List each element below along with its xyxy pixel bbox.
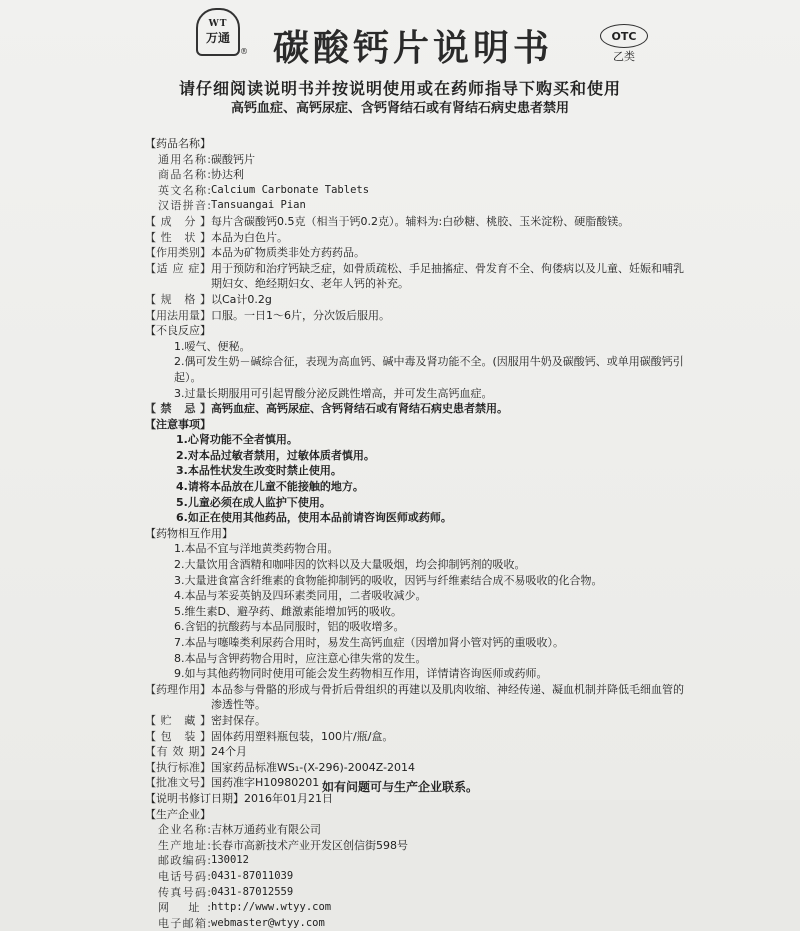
company-logo [196,8,248,56]
note-item: 2.对本品过敏者禁用，过敏体质者慎用。 [176,448,375,462]
section-label: 【说明书修订日期】 [145,791,244,805]
field-label: 电子邮箱: [158,916,211,930]
note-item: 5.儿童必须在成人监护下使用。 [176,495,331,509]
drug-name-header: 【药品名称】 [145,137,211,150]
section-value: 高钙血症、高钙尿症、含钙肾结石或有肾结石病史患者禁用。 [211,402,508,416]
postcode-row [145,853,685,869]
adverse-item: 3.过量长期服用可引起胃酸分泌反跳性增高，并可发生高钙血症。 [174,386,493,400]
field-label: 通用名称: [158,152,211,166]
field-label: 生产地址: [158,838,211,852]
field-label: 英文名称: [158,183,211,197]
note-item: 1.心肾功能不全者慎用。 [176,433,298,447]
otc-class-label: 乙类 [613,50,635,63]
section-value: 以Ca计0.2g [211,292,272,306]
address-row [145,838,685,854]
section-value: 24个月 [211,745,247,759]
field-value: Tansuangai Pian [211,199,306,212]
section-label: 【规 格】 [145,292,211,306]
email-row [145,916,685,931]
phone-row [145,869,685,885]
field-label: 邮政编码: [158,854,211,868]
composition-row [145,214,685,230]
usage-warning: 请仔细阅读说明书并按说明使用或在药师指导下购买和使用 [178,79,621,98]
contact-footer: 如有问题可与生产企业联系。 [321,780,478,794]
section-value: 每片含碳酸钙0.5克（相当于钙0.2克）。辅料为:白砂糖、桃胶、玉米淀粉、硬脂酸镁。 [211,214,630,228]
website-link[interactable]: http://www.wtyy.com [211,901,332,914]
standard-row [145,760,685,776]
field-value: Calcium Carbonate Tablets [211,183,370,196]
interaction-item: 1.本品不宜与洋地黄类药物合用。 [174,542,339,556]
note-item: 4.请将本品放在儿童不能接触的地方。 [176,480,364,494]
adverse-header: 【不良反应】 [145,324,211,338]
section-value: 国药准字H10980201 [211,776,320,790]
category-row [145,245,685,261]
website-row [145,900,685,916]
field-value: 0431-87011039 [211,869,294,882]
section-value: 本品为矿物质类非处方药药品。 [211,246,365,260]
section-value: 2016年01月21日 [244,791,333,805]
section-label: 【有 效 期】 [145,745,211,759]
section-label: 【性 状】 [145,230,211,244]
otc-badge: OTC [600,24,648,48]
company-name-row [145,822,685,838]
spec-row [145,292,685,308]
validity-row [145,744,685,760]
section-value: 本品为白色片。 [211,230,288,244]
field-label: 传真号码: [158,885,211,899]
section-label: 【禁 忌】 [145,402,211,416]
section-label: 【作用类别】 [145,246,211,260]
section-value: 本品参与骨骼的形成与骨折后骨组织的再建以及肌肉收缩、神经传递、凝血机制并降低毛细血管的渗透性等。 [211,682,684,712]
section-label: 【包 装】 [145,729,211,743]
logo-text: WT [208,18,228,29]
section-value: 口服。一日1～6片，分次饭后服用。 [211,308,390,322]
pharmacology-row [145,682,685,713]
indication-row [145,261,685,292]
interaction-item: 9.如与其他药物同时使用可能会发生药物相互作用，详情请咨询医师或药师。 [174,667,548,681]
section-label: 【批准文号】 [145,776,211,790]
section-label: 【执行标准】 [145,760,211,774]
field-value: 碳酸钙片 [211,152,255,166]
note-item: 3.本品性状发生改变时禁止使用。 [176,464,342,478]
field-label: 网 址: [158,901,211,915]
section-label: 【适 应 症】 [145,261,211,275]
fax-row [145,885,685,901]
section-value: 固体药用塑料瓶包装，100片/瓶/盒。 [211,729,394,743]
contraindication-row [145,401,685,417]
interaction-item: 3.大量进食富含纤维素的食物能抑制钙的吸收，因钙与纤维素结合成不易吸收的化合物。 [174,573,603,587]
interaction-item: 5.维生素D、避孕药、雌激素能增加钙的吸收。 [174,604,402,618]
pinyin-row [145,198,685,214]
adverse-item: 1.嗳气、便秘。 [174,339,251,353]
section-label: 【贮 藏】 [145,713,211,727]
document-title: 碳酸钙片说明书 [272,28,553,69]
section-label: 【用法用量】 [145,308,211,322]
interaction-item: 4.本品与苯妥英钠及四环素类同用，二者吸收减少。 [174,589,427,603]
dosage-row [145,308,685,324]
interaction-header: 【药物相互作用】 [145,526,233,540]
note-item: 6.如正在使用其他药品，使用本品前请咨询医师或药师。 [176,511,452,525]
section-value: 国家药品标准WS₁-(X-296)-2004Z-2014 [211,760,416,774]
storage-row [145,713,685,729]
trade-name-row [145,167,685,183]
notes-header: 【注意事项】 [145,417,211,431]
section-value: 密封保存。 [211,713,266,727]
section-label: 【药理作用】 [145,682,211,696]
field-label: 电话号码: [158,869,211,883]
package-row [145,729,685,745]
generic-name-row [145,152,685,168]
field-value: 长春市高新技术产业开发区创信街598号 [211,838,408,852]
interaction-item: 6.含铝的抗酸药与本品同服时，铝的吸收增多。 [174,620,405,634]
field-value: 吉林万通药业有限公司 [211,823,321,837]
field-label: 商品名称: [158,168,211,182]
section-value: 用于预防和治疗钙缺乏症，如骨质疏松、手足抽搐症、骨发育不全、佝偻病以及儿童、妊娠和哺乳期妇女、绝经期妇女、老年人钙的补充。 [211,261,684,291]
email-link[interactable]: webmaster@wtyy.com [211,916,325,929]
section-label: 【成 分】 [145,214,211,228]
field-value: 协达利 [211,168,244,182]
logo-registered-mark: ® [240,47,248,56]
adverse-item: 2.偶可发生奶－碱综合征，表现为高血钙、碱中毒及肾功能不全。(因服用牛奶及碳酸钙、或单用碳酸钙引起）。 [174,355,684,384]
interaction-item: 8.本品与含钾药物合用时，应注意心律失常的发生。 [174,651,427,665]
logo-sub: 万通 [205,30,230,45]
appearance-row [145,230,685,246]
english-name-row [145,183,685,199]
field-value: 130012 [211,854,249,867]
contraindication-warning: 高钙血症、高钙尿症、含钙肾结石或有肾结石病史患者禁用 [230,101,569,116]
leaflet-body [145,136,685,931]
field-value: 0431-87012559 [211,885,294,898]
interaction-item: 7.本品与噻嗪类利尿药合用时，易发生高钙血症（因增加肾小管对钙的重吸收）。 [174,636,564,649]
field-label: 汉语拼音: [158,199,211,213]
manufacturer-header: 【生产企业】 [145,807,211,821]
interaction-item: 2.大量饮用含酒精和咖啡因的饮料以及大量吸烟，均会抑制钙剂的吸收。 [174,558,526,572]
field-label: 企业名称: [158,823,211,837]
